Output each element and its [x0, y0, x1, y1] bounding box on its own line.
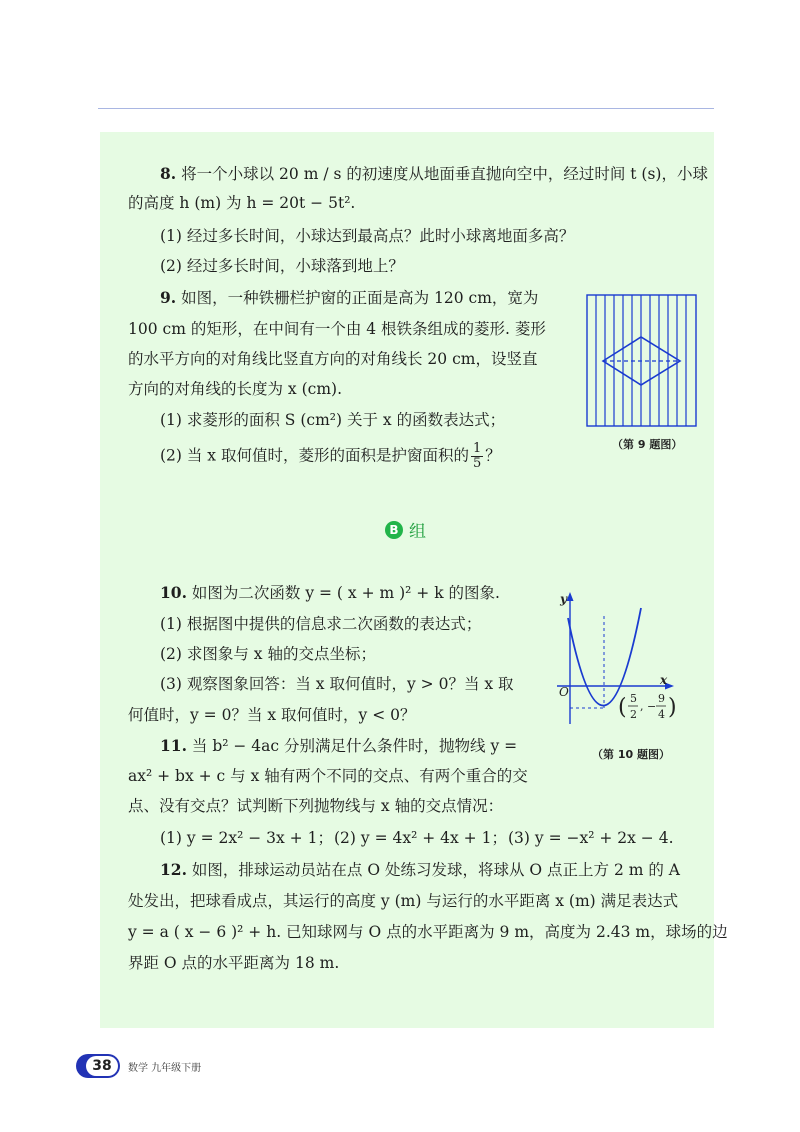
q9-line4: 方向的对角线的长度为 x (cm). — [128, 380, 342, 398]
q10-text-1: 如图为二次函数 y = ( x + m )² + k 的图象. — [186, 584, 500, 602]
figure-10-caption: （第 10 题图） — [592, 748, 670, 761]
q9-text-1: 如图，一种铁栅栏护窗的正面是高为 120 cm，宽为 — [176, 289, 539, 307]
q12-text-1: 如图，排球运动员站在点 O 处练习发球，将球从 O 点正上方 2 m 的 A — [186, 861, 680, 879]
svg-text:,: , — [640, 700, 644, 713]
q9-line1 — [160, 288, 538, 308]
q12-number: 12. — [160, 860, 187, 879]
q11-part3: (3) y = −x² + 2x − 4. — [508, 829, 674, 847]
q11-part1: (1) y = 2x² − 3x + 1； — [160, 829, 333, 847]
q11-number: 11. — [160, 736, 187, 755]
q10-part1: (1) 根据图中提供的信息求二次函数的表达式； — [160, 615, 482, 633]
q12-line3: y = a ( x − 6 )² + h. 已知球网与 O 点的水平距离为 9 m，高度为 2.43 m，球场的边 — [128, 923, 728, 941]
q10-part2: (2) 求图象与 x 轴的交点坐标； — [160, 645, 376, 663]
q11-line2: ax² + bx + c 与 x 轴有两个不同的交点、有两个重合的交 — [128, 767, 528, 785]
y-axis-label: y — [560, 592, 567, 606]
q11-line3: 点、没有交点？试判断下列抛物线与 x 轴的交点情况： — [128, 797, 504, 815]
q9-number: 9. — [160, 288, 177, 307]
q11-part2: (2) y = 4x² + 4x + 1； — [334, 829, 507, 847]
q9-part2 — [160, 442, 501, 471]
q8-line1 — [160, 164, 708, 184]
x-axis-label: x — [660, 673, 668, 687]
svg-text:(: ( — [618, 695, 627, 720]
book-title: 数学 九年级下册 — [128, 1062, 202, 1074]
page-footer — [76, 1054, 201, 1078]
fraction-denominator: 5 — [472, 456, 482, 471]
svg-text:): ) — [668, 695, 677, 720]
q9-part2-text: (2) 当 x 取何值时，菱形的面积是护窗面积的 — [160, 446, 469, 465]
figure-9-caption: （第 9 题图） — [612, 438, 683, 451]
q12-line1 — [160, 860, 680, 880]
q9-line2: 100 cm 的矩形，在中间有一个由 4 根铁条组成的菱形. 菱形 — [128, 320, 546, 338]
group-b-heading — [385, 517, 426, 542]
q11-text-1: 当 b² − 4ac 分别满足什么条件时，抛物线 y = — [186, 737, 518, 755]
y-axis-arrow — [567, 592, 574, 601]
vertex-y-num: 9 — [658, 692, 665, 705]
q8-part1: (1) 经过多长时间，小球达到最高点？此时小球离地面多高？ — [160, 227, 575, 245]
q11-line1 — [160, 736, 517, 756]
page-number: 38 — [86, 1056, 118, 1076]
fraction-one-fifth — [471, 442, 483, 471]
q10-part3: (3) 观察图象回答：当 x 取何值时，y > 0？当 x 取 — [160, 675, 514, 693]
group-b-badge: B — [385, 521, 403, 539]
q8-part2: (2) 经过多长时间，小球落到地上？ — [160, 257, 404, 275]
vertex-label — [618, 692, 677, 721]
window-grille-figure — [586, 294, 698, 428]
fraction-numerator: 1 — [472, 441, 482, 456]
page-number-badge — [76, 1054, 120, 1078]
q12-line4: 界距 O 点的水平距离为 18 m. — [128, 954, 340, 972]
group-b-label: 组 — [409, 522, 426, 542]
origin-label: O — [559, 685, 569, 699]
q8-number: 8. — [160, 164, 177, 183]
vertex-x-num: 5 — [630, 692, 637, 705]
q12-line2: 处发出，把球看成点，其运行的高度 y (m) 与运行的水平距离 x (m) 满足表达式 — [128, 892, 679, 910]
parabola-graph-figure — [552, 588, 702, 728]
header-rule — [98, 108, 714, 109]
vertex-minus: − — [647, 700, 657, 713]
q8-line2: 的高度 h (m) 为 h = 20t − 5t². — [128, 194, 356, 212]
vertex-y-den: 4 — [658, 708, 665, 721]
q9-part2-end: ？ — [485, 446, 501, 465]
q9-part1: (1) 求菱形的面积 S (cm²) 关于 x 的函数表达式； — [160, 411, 506, 429]
q10-line1 — [160, 583, 500, 603]
q8-text-1: 将一个小球以 20 m / s 的初速度从地面垂直抛向空中，经过时间 t (s)，小球 — [176, 165, 708, 183]
vertex-x-den: 2 — [630, 708, 637, 721]
q10-number: 10. — [160, 583, 187, 602]
q9-line3: 的水平方向的对角线比竖直方向的对角线长 20 cm，设竖直 — [128, 350, 538, 368]
q10-part3-cont: 何值时，y = 0？当 x 取何值时，y < 0？ — [128, 706, 416, 724]
